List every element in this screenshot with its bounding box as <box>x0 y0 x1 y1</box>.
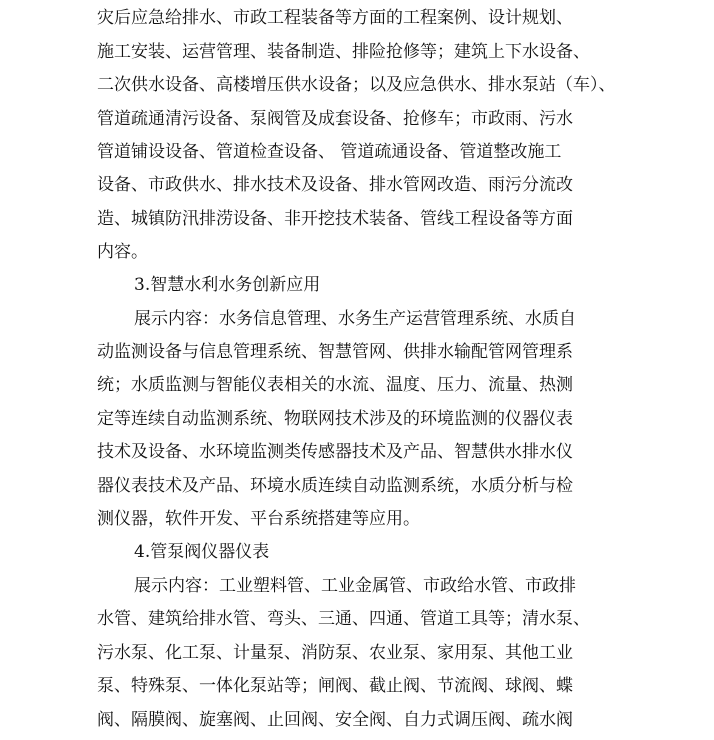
paragraph-line: 展示内容：水务信息管理、水务生产运营管理系统、水质自 <box>134 309 576 329</box>
paragraph-line: 测仪器，软件开发、平台系统搭建等应用。 <box>97 509 420 529</box>
paragraph-line: 定等连续自动监测系统、物联网技术涉及的环境监测的仪器仪表 <box>97 409 573 429</box>
paragraph-line: 动监测设备与信息管理系统、智慧管网、供排水输配管网管理系 <box>97 342 573 362</box>
paragraph-line: 管道铺设设备、管道检查设备、 管道疏通设备、管道整改施工 <box>97 142 562 162</box>
paragraph-line: 设备、市政供水、排水技术及设备、排水管网改造、雨污分流改 <box>97 175 573 195</box>
paragraph-line: 水管、建筑给排水管、弯头、三通、四通、管道工具等；清水泵、 <box>97 609 590 629</box>
paragraph-line: 展示内容：工业塑料管、工业金属管、市政给水管、市政排 <box>134 576 576 596</box>
paragraph-line: 阀、隔膜阀、旋塞阀、止回阀、安全阀、自力式调压阀、疏水阀 <box>97 710 573 730</box>
paragraph-line: 二次供水设备、高楼增压供水设备；以及应急供水、排水泵站（车）、 <box>97 75 616 95</box>
paragraph-line: 泵、特殊泵、一体化泵站等；闸阀、截止阀、节流阀、球阀、蝶 <box>97 676 573 696</box>
paragraph-line: 统；水质监测与智能仪表相关的水流、温度、压力、流量、热测 <box>97 375 573 395</box>
paragraph-line: 技术及设备、水环境监测类传感器技术及产品、智慧供水排水仪 <box>97 442 573 462</box>
section-heading-4: 4.管泵阀仪器仪表 <box>134 542 270 562</box>
paragraph-line: 内容。 <box>97 242 148 262</box>
paragraph-line: 污水泵、化工泵、计量泵、消防泵、农业泵、家用泵、其他工业 <box>97 643 573 663</box>
paragraph-line: 造、城镇防汛排涝设备、非开挖技术装备、管线工程设备等方面 <box>97 209 573 229</box>
paragraph-line: 管道疏通清污设备、泵阀管及成套设备、抢修车；市政雨、污水 <box>97 109 573 129</box>
paragraph-line: 灾后应急给排水、市政工程装备等方面的工程案例、设计规划、 <box>97 8 573 28</box>
paragraph-line: 器仪表技术及产品、环境水质连续自动监测系统，水质分析与检 <box>97 476 573 496</box>
paragraph-line: 施工安装、运营管理、装备制造、排险抢修等；建筑上下水设备、 <box>97 42 590 62</box>
section-heading-3: 3.智慧水利水务创新应用 <box>134 275 321 295</box>
